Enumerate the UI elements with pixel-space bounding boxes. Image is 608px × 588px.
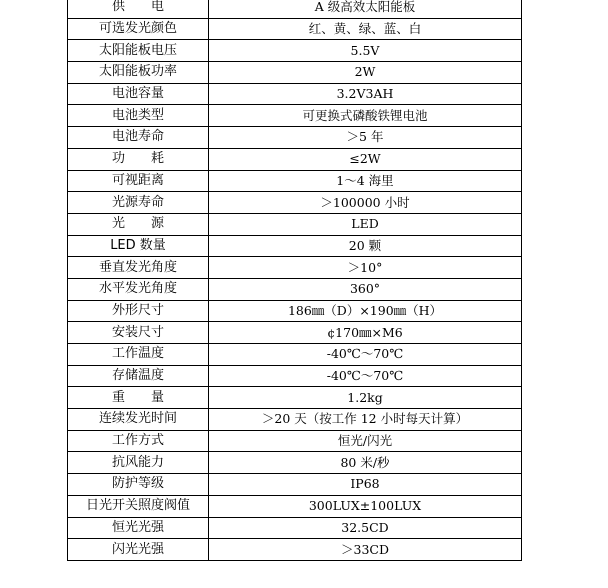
spec-label: LED 数量 <box>68 235 209 257</box>
spec-value: 360° <box>209 278 522 300</box>
spec-value: 5.5V <box>209 40 522 62</box>
table-row <box>68 300 522 322</box>
spec-label: 日光开关照度阀值 <box>68 495 209 517</box>
spec-label: 重 量 <box>68 387 209 409</box>
table-row <box>68 18 522 40</box>
spec-label: 供 电 <box>68 0 209 18</box>
spec-label: 电池寿命 <box>68 127 209 149</box>
spec-label: 可视距离 <box>68 170 209 192</box>
table-row <box>68 83 522 105</box>
spec-label: 安装尺寸 <box>68 322 209 344</box>
spec-label: 垂直发光角度 <box>68 257 209 279</box>
table-row <box>68 430 522 452</box>
spec-label: 工作温度 <box>68 344 209 366</box>
spec-label: 存储温度 <box>68 365 209 387</box>
spec-label: 工作方式 <box>68 430 209 452</box>
table-row <box>68 62 522 84</box>
spec-value: 300LUX±100LUX <box>209 495 522 517</box>
spec-value: 80 米/秒 <box>209 452 522 474</box>
spec-label: 太阳能板电压 <box>68 40 209 62</box>
spec-value: ＞33CD <box>209 539 522 561</box>
table-row <box>68 322 522 344</box>
table-row <box>68 452 522 474</box>
spec-value: 2W <box>209 62 522 84</box>
spec-value: ≤2W <box>209 148 522 170</box>
table-row <box>68 278 522 300</box>
spec-value: ＞10° <box>209 257 522 279</box>
spec-value: 可更换式磷酸铁锂电池 <box>209 105 522 127</box>
spec-value: ＞5 年 <box>209 127 522 149</box>
spec-value: A 级高效太阳能板 <box>209 0 522 18</box>
table-row <box>68 40 522 62</box>
table-row <box>68 474 522 496</box>
table-row <box>68 127 522 149</box>
spec-value: IP68 <box>209 474 522 496</box>
spec-label: 功 耗 <box>68 148 209 170</box>
spec-value: ＞20 天（按工作 12 小时每天计算） <box>209 409 522 431</box>
table-row <box>68 387 522 409</box>
table-row <box>68 517 522 539</box>
table-row <box>68 365 522 387</box>
table-row <box>68 0 522 18</box>
spec-label: 水平发光角度 <box>68 278 209 300</box>
spec-label: 闪光光强 <box>68 539 209 561</box>
spec-label: 恒光光强 <box>68 517 209 539</box>
spec-value: 20 颗 <box>209 235 522 257</box>
spec-label: 光源寿命 <box>68 192 209 214</box>
spec-label: 太阳能板功率 <box>68 62 209 84</box>
spec-label: 抗风能力 <box>68 452 209 474</box>
spec-value: -40℃～70℃ <box>209 365 522 387</box>
spec-value: 3.2V3AH <box>209 83 522 105</box>
spec-value: ＞100000 小时 <box>209 192 522 214</box>
table-row <box>68 105 522 127</box>
spec-value: 恒光/闪光 <box>209 430 522 452</box>
spec-table-body <box>68 0 522 560</box>
spec-label: 光 源 <box>68 213 209 235</box>
spec-label: 连续发光时间 <box>68 409 209 431</box>
spec-value: 186㎜（D）×190㎜（H） <box>209 300 522 322</box>
spec-table <box>67 0 522 561</box>
spec-label: 防护等级 <box>68 474 209 496</box>
spec-label: 电池容量 <box>68 83 209 105</box>
spec-label: 可选发光颜色 <box>68 18 209 40</box>
table-row <box>68 344 522 366</box>
table-row <box>68 409 522 431</box>
table-row <box>68 257 522 279</box>
spec-value: LED <box>209 213 522 235</box>
spec-value: 红、黄、绿、蓝、白 <box>209 18 522 40</box>
table-row <box>68 495 522 517</box>
spec-label: 外形尺寸 <box>68 300 209 322</box>
spec-value: 1～4 海里 <box>209 170 522 192</box>
spec-value: ¢170㎜×M6 <box>209 322 522 344</box>
spec-label: 电池类型 <box>68 105 209 127</box>
spec-value: 1.2kg <box>209 387 522 409</box>
spec-value: 32.5CD <box>209 517 522 539</box>
table-row <box>68 170 522 192</box>
table-row <box>68 235 522 257</box>
table-row <box>68 192 522 214</box>
table-row <box>68 148 522 170</box>
table-row <box>68 539 522 561</box>
spec-value: -40℃～70℃ <box>209 344 522 366</box>
table-row <box>68 213 522 235</box>
